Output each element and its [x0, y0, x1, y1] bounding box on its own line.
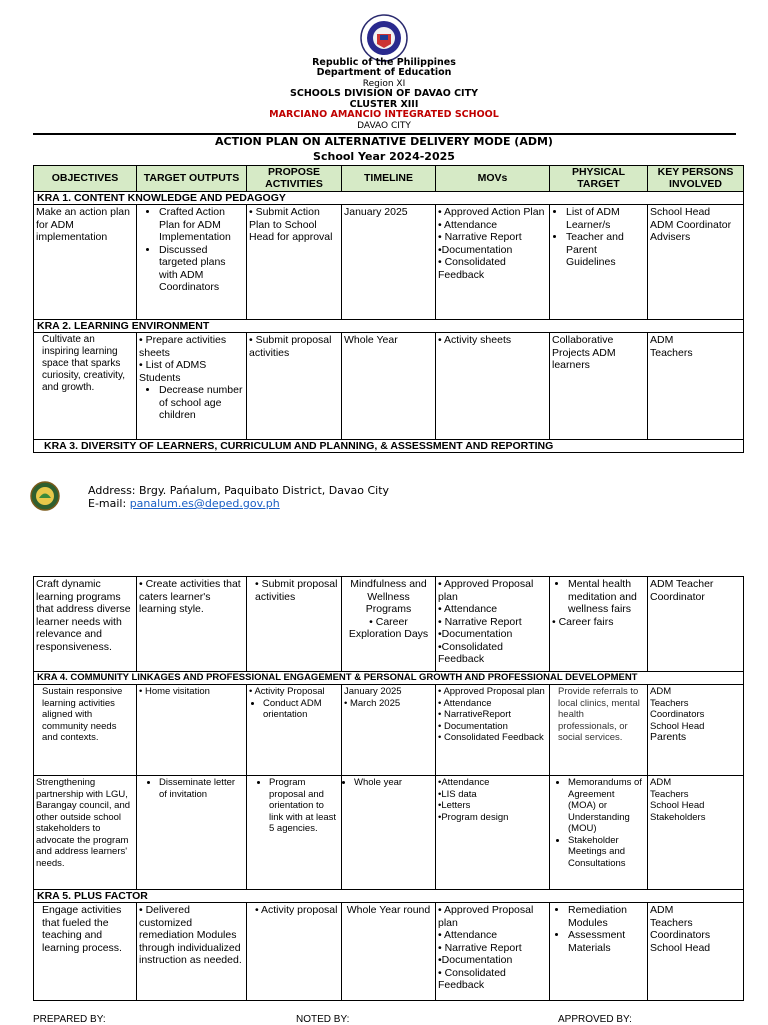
- col-timeline: TIMELINE: [342, 166, 436, 192]
- list-item: • Attendance: [438, 697, 492, 709]
- kra1-outputs: [137, 205, 247, 320]
- list-item: Stakeholders: [650, 811, 706, 823]
- prepared-by-label: PREPARED BY:: [33, 1014, 106, 1025]
- list-item: • Approved Action Plan: [438, 206, 545, 218]
- list-item: • List of ADMS Students: [139, 359, 207, 384]
- list-item: • Whole year: [354, 777, 433, 789]
- header-city: DAVAO CITY: [357, 121, 411, 131]
- list-item: • Consolidated Feedback: [438, 256, 506, 281]
- list-item: • Documentation: [438, 720, 508, 732]
- header-division: SCHOOLS DIVISION OF DAVAO CITY: [290, 88, 478, 99]
- kra5-targets: [550, 903, 648, 1001]
- list-item: •LIS data: [438, 788, 477, 800]
- kra3-persons: [648, 577, 744, 672]
- list-item: • Stakeholder Meetings and Consultations: [568, 835, 645, 870]
- table-header-row: [34, 166, 744, 192]
- list-item: ADM Coordinator: [650, 218, 732, 231]
- noted-by-label: NOTED BY:: [296, 1014, 350, 1025]
- list-item: Teachers: [650, 916, 693, 929]
- action-plan-table-page1: [33, 165, 744, 453]
- kra5-persons: [648, 903, 744, 1001]
- kra5-activities: • Activity proposal: [247, 903, 342, 1001]
- list-item: • Conduct ADM orientation: [263, 698, 339, 721]
- kra3-timeline: [342, 577, 436, 672]
- list-item: •Documentation: [438, 628, 513, 640]
- table-row: [34, 333, 744, 440]
- list-item: Coordinators: [650, 929, 711, 941]
- list-item: • Program proposal and orientation to link with at least 5 agencies.: [269, 777, 339, 835]
- list-item: • Memorandums of Agreement (MOA) or Understanding (MOU): [568, 777, 645, 835]
- list-item: ADM: [650, 904, 674, 916]
- list-item: • Narrative Report: [438, 615, 522, 628]
- list-item: •Letters: [438, 800, 471, 811]
- table-row: [34, 903, 744, 1001]
- kra4-row2-outputs: [137, 776, 247, 890]
- kra5-movs: [436, 903, 550, 1001]
- kra4-row1-persons: [648, 685, 744, 776]
- kra5-heading: KRA 5. PLUS FACTOR: [34, 890, 744, 903]
- list-item: • Crafted Action Plan for ADM Implementation: [159, 206, 244, 244]
- kra2-activities: • Submit proposal activities: [247, 333, 342, 440]
- document-title: ACTION PLAN ON ALTERNATIVE DELIVERY MODE (ADM): [215, 135, 553, 148]
- col-objectives: OBJECTIVES: [34, 166, 137, 192]
- kra1-heading: KRA 1. CONTENT KNOWLEDGE AND PEDAGOGY: [34, 192, 744, 205]
- list-item-text: Career Exploration Days: [348, 615, 429, 640]
- kra2-movs: • Activity sheets: [436, 333, 550, 440]
- list-item: • Discussed targeted plans with ADM Coordinators: [159, 244, 244, 294]
- list-item: • Consolidated Feedback: [438, 966, 506, 991]
- list-item: Advisers: [650, 231, 691, 243]
- kra4-row2-persons: [648, 776, 744, 890]
- list-item: Mindfulness and Wellness Programs: [350, 578, 427, 615]
- list-item: • Consolidated Feedback: [438, 732, 544, 743]
- list-item: • Prepare activities sheets: [139, 334, 227, 359]
- list-item: Teachers: [650, 788, 689, 800]
- kra2-targets: Collaborative Projects ADM learners: [550, 333, 648, 440]
- col-movs: MOVs: [436, 166, 550, 192]
- kra3-heading: KRA 3. DIVERSITY OF LEARNERS, CURRICULUM AND PLANNING, & ASSESSMENT AND REPORTING: [34, 440, 744, 453]
- list-item: • March 2025: [344, 697, 401, 709]
- kra5-outputs: • Delivered customized remediation Modules through individualized instruction as needed.: [137, 903, 247, 1001]
- list-item: • Approved Proposal plan: [438, 904, 534, 929]
- kra1-targets: [550, 205, 648, 320]
- email-line: [88, 497, 389, 510]
- list-item: • Career Exploration Days: [348, 615, 429, 640]
- kra4-row1-objective: Sustain responsive learning activities aligned with community needs and contexts.: [34, 685, 137, 776]
- email-label: E-mail:: [88, 497, 127, 510]
- kra4-row2-targets: [550, 776, 648, 890]
- list-item: ADM Teacher: [650, 578, 714, 590]
- school-address-block: [88, 484, 389, 510]
- kra1-movs: [436, 205, 550, 320]
- list-item: • Attendance: [438, 603, 498, 615]
- header-cluster: CLUSTER XIII: [349, 99, 419, 110]
- list-item: Teachers: [650, 697, 689, 709]
- kra3-targets: [550, 577, 648, 672]
- school-year: School Year 2024-2025: [313, 150, 455, 163]
- kra4-row2-timeline: [342, 776, 436, 890]
- header-school-name: MARCIANO AMANCIO INTEGRATED SCHOOL: [269, 109, 499, 120]
- list-item: •Program design: [438, 811, 509, 823]
- col-target-outputs: TARGET OUTPUTS: [137, 166, 247, 192]
- list-item: •Attendance: [438, 777, 490, 788]
- kra3-outputs: • Create activities that caters learner's learning style.: [137, 577, 247, 672]
- list-item: School Head: [650, 800, 705, 811]
- list-item: • Narrative Report: [438, 941, 522, 954]
- table-row: [34, 577, 744, 672]
- list-item: Coordinator: [650, 590, 705, 603]
- deped-seal-logo: [360, 14, 408, 62]
- list-item: ADM: [650, 686, 672, 697]
- kra5-timeline: Whole Year round: [342, 903, 436, 1001]
- kra2-timeline: Whole Year: [342, 333, 436, 440]
- kra3-movs: [436, 577, 550, 672]
- kra5-objective: Engage activities that fueled the teaching and learning process.: [34, 903, 137, 1001]
- kra4-row1-outputs: • Home visitation: [137, 685, 247, 776]
- header-department: Department of Education: [316, 67, 452, 78]
- list-item: •Consolidated Feedback: [438, 640, 503, 665]
- list-item: • NarrativeReport: [438, 709, 512, 720]
- kra1-persons: [648, 205, 744, 320]
- school-logo: [30, 481, 60, 511]
- list-item: Parents: [650, 731, 687, 743]
- col-key-persons: KEY PERSONS INVOLVED: [648, 166, 744, 192]
- kra3-activities: • Submit proposal activities: [247, 577, 342, 672]
- list-item: School Head: [650, 206, 711, 218]
- kra4-row1-activities: [247, 685, 342, 776]
- list-item: • Attendance: [438, 929, 498, 941]
- kra2-objective: Cultivate an inspiring learning space that sparks curiosity, creativity, and growth.: [34, 333, 137, 440]
- kra2-outputs: [137, 333, 247, 440]
- list-item: Teachers: [650, 346, 693, 359]
- table-row: [34, 685, 744, 776]
- list-item: •Documentation: [438, 954, 513, 966]
- list-item: • Remediation Modules: [568, 904, 645, 929]
- kra4-row1-movs: [436, 685, 550, 776]
- kra4-row2-movs: [436, 776, 550, 890]
- list-item: Coordinators: [650, 709, 705, 720]
- list-item: • Decrease number of school age children: [159, 384, 244, 422]
- kra1-activities: • Submit Action Plan to School Head for approval: [247, 205, 342, 320]
- email-link[interactable]: panalum.es@deped.gov.ph: [129, 497, 280, 510]
- kra4-row1-targets: Provide referrals to local clinics, mental health professionals, or social services.: [550, 685, 648, 776]
- list-item: ADM: [650, 334, 674, 346]
- list-item: School Head: [650, 941, 711, 954]
- table-row: [34, 776, 744, 890]
- kra4-row1-timeline: [342, 685, 436, 776]
- list-item: School Head: [650, 720, 705, 732]
- header-region: Region XI: [362, 79, 406, 89]
- address-line: Address: Brgy. Pańalum, Paquibato District, Davao City: [88, 484, 390, 497]
- kra3-objective: Craft dynamic learning programs that address diverse learner needs with relevance and responsiveness.: [34, 577, 137, 672]
- col-physical-target: PHYSICAL TARGET: [550, 166, 648, 192]
- list-item: • Activity Proposal: [249, 686, 325, 697]
- list-item: ADM: [650, 777, 672, 788]
- list-item: • Approved Proposal plan: [438, 578, 534, 603]
- kra4-row2-objective: Strengthening partnership with LGU, Barangay council, and other outside school stakeholders to advocate the program and address learners' needs.: [34, 776, 137, 890]
- kra2-heading: KRA 2. LEARNING ENVIRONMENT: [34, 320, 744, 333]
- kra2-persons: [648, 333, 744, 440]
- kra4-row2-activities: [247, 776, 342, 890]
- list-item: • Assessment Materials: [568, 929, 645, 954]
- list-item: • Disseminate letter of invitation: [159, 777, 244, 800]
- list-item: • Narrative Report: [438, 231, 522, 243]
- kra1-timeline: January 2025: [342, 205, 436, 320]
- list-item: • List of ADM Learner/s: [566, 206, 645, 231]
- kra1-objective: Make an action plan for ADM implementation: [34, 205, 137, 320]
- list-item: January 2025: [344, 686, 402, 697]
- header-republic: Republic of the Philippines: [312, 57, 456, 68]
- list-item: • Teacher and Parent Guidelines: [566, 231, 645, 269]
- kra4-heading: KRA 4. COMMUNITY LINKAGES AND PROFESSIONAL ENGAGEMENT & PERSONAL GROWTH AND PROFESSIONAL DEVELOPMENT: [34, 672, 744, 685]
- list-item: • Approved Proposal plan: [438, 686, 545, 697]
- table-row: [34, 205, 744, 320]
- list-item: •Documentation: [438, 243, 513, 256]
- list-item: • Mental health meditation and wellness fairs: [568, 578, 645, 616]
- list-item: • Career fairs: [552, 615, 614, 628]
- action-plan-table-page2: [33, 576, 744, 1001]
- col-propose-activities: PROPOSE ACTIVITIES: [247, 166, 342, 192]
- approved-by-label: APPROVED BY:: [558, 1014, 632, 1025]
- list-item: • Attendance: [438, 218, 498, 231]
